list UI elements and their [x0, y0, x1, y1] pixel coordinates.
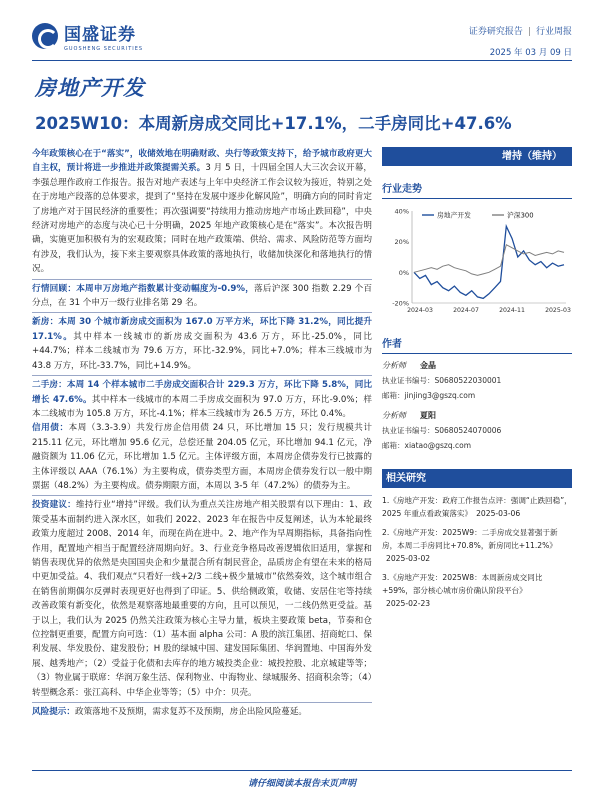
market-label: 行情回顾：本周申万房地产指数累计变动幅度为-0.9%，	[32, 283, 255, 294]
risk-text: 政策落地不及预期，需求复苏不及预期，房企出险风险蔓延。	[74, 707, 308, 718]
body-paragraph-credit-bonds	[32, 421, 372, 493]
report-headline: 2025W10：本周新房成交同比+17.1%，二手房同比+47.6%	[35, 114, 512, 133]
risk-label: 风险提示：	[32, 707, 75, 718]
footer-divider	[32, 770, 572, 771]
trend-chart	[382, 203, 572, 321]
analyst-1	[382, 360, 572, 371]
related-item-3[interactable]: 3.《房地产开发：2025W8：本周新房成交同比+59%，部分核心城市房价确认阶段平台》2025-02-23	[382, 573, 543, 608]
x-tick-label: 2025-03	[545, 307, 571, 314]
legend-label-1: 房地产开发	[437, 211, 471, 220]
credit-bonds-text: 本周（3.3-3.9）共发行房企信用债 24 只，环比增加 15 只；发行规模共计 215.11 亿元，环比增加 95.6 亿元，总偿还量 204.05 亿元，环比增加 94.1 亿元，净融资额为 11.06 亿元，环比增加 1.5 亿元。主体评级方面，本周房企债券发行已披露的主体评级以 AAA（76.1%）为主要构成，债券类型方面，本周房企债券发行以一般中期票据（48.2%）为主要构成。债券期限方面，本周以 3-5 年（47.2%）的债券为主。	[32, 423, 372, 491]
report-type: 证券研究报告	[468, 27, 523, 37]
policy-lead: 今年政策核心在于“落实”，收储效地在明确财政、央行等政策支持下，给予城市政府更大自主权，预计将进一步推进并政策提需关系。	[32, 149, 372, 174]
page-footer: 请仔细阅读本报告末页声明	[247, 779, 356, 789]
x-tick-label: 2024-03	[407, 307, 433, 314]
trend-title: 行业走势	[382, 184, 422, 195]
report-date: 2025 年 03 月 09 日	[489, 48, 572, 58]
y-tick-label: 40%	[394, 207, 409, 216]
credit-bonds-label: 信用债：	[32, 423, 69, 434]
investment-label: 投资建议：	[32, 500, 76, 511]
trend-chart-svg	[382, 203, 572, 321]
body-paragraph-new-homes	[32, 315, 372, 373]
page-header	[32, 14, 572, 60]
body-paragraph-second-hand	[32, 378, 372, 421]
legend-label-2: 沪深300	[507, 211, 534, 220]
new-homes-label: 新房：本周 30 个城市新房成交面积为 167.0 万平方米，环比下降 31.2%，同比提升 17.1%。	[32, 317, 372, 342]
logo-text-cn: 国盛证券	[64, 25, 136, 45]
body-paragraph-market	[32, 282, 372, 311]
analyst-2	[382, 410, 572, 421]
analyst-1-name: 金晶	[420, 361, 436, 370]
x-tick-label: 2024-07	[453, 307, 479, 314]
second-hand-label: 二手房：本周 14 个样本城市二手房成交面积合计 229.3 万方，环比下降 5.8%，同比增长 47.6%。	[32, 380, 372, 405]
investment-text: 维持行业“增持”评级。我们认为重点关注房地产相关股票有以下理由：1、政策受基本面制约进入深水区，如我们 2022、2023 年在报告中反复阐述，认为本轮最终政策力度超过 2008、2014 年，而现在尚在进中。2、地产作为早周期指标，具备指向性作用，配置地产相当于配置经济周期向好。3、行业竞争格局改善逻辑依旧适用，掌握和销售表现优异的依然是央国国央企和少量混合所有制民营企，品质房企有望在未来的格局中更加受益。4、我们观点“只看好一线+2/3 二线+极少量城市”依然奏效，这个城市组合在销售前期偶尔反弹时表现更好也得到了印证。5、供给侧政策，收储、安居住宅等持续改善政策有新变化，依然是观察落地最重要的方向，且可以预见，一二线仍然更受益。基于以上，我们认为 2025 仍然关注政策为核心主导力量，板块主要政策 beta，节奏和仓位控制更重要，配置方向可选：（1）基本面 alpha 公司：A 股的滨江集团、招商蛇口、保利发展、华发股份、建发股份；H 股的绿城中国、建发国际集团、华润置地、中国海外发展、越秀地产；（2）受益于化债和去库存的地方城投类企业：城投控股、北京城建等等；（3）物业属于联席：华润万象生活、保利物业、中海物业、绿城服务、招商积余等；（4）转型概念系：张江高科、中华企业等等；（5）中介：贝壳。	[32, 500, 372, 698]
report-meta: 证券研究报告 | 行业周报 2025 年 03 月 09 日	[468, 27, 572, 58]
related-item-2[interactable]: 2.《房地产开发：2025W9：二手房成交显著强于新房，本周二手房同比+70.8%，新房同比+11.2%》2025-03-02	[382, 528, 558, 563]
company-logo	[32, 20, 143, 52]
second-hand-text: 其中样本一线城市的本周二手房成交面积为 97.0 万方，环比-9.0%；样本二线城市为 105.8 万方，环比-4.1%；样本三线城市为 26.5 万方，环比 0.4%。	[32, 394, 372, 419]
y-tick-label: -20%	[392, 299, 409, 308]
analyst-1-email[interactable]: 邮箱：jinjing3@gszq.com	[382, 391, 476, 400]
industry-title: 房地产开发	[35, 76, 145, 100]
analyst-2-name: 夏阳	[420, 411, 436, 420]
header-divider	[32, 60, 572, 61]
policy-text: 3 月 5 日，十四届全国人大三次会议开幕，李强总理作政府工作报告。报告对地产表述与上年中央经济工作会议较为接近，特别之处在于房地产段落的总体要求，提到了“坚持在发展中逐步化解风险”，明确方向的同时肯定了房地产对于国民经济的重要性；再次强调要“持续用力推动房地产市场止跌回稳”，中央经济对房地产的态度与决心已十分明确，2025 年地产政策核心是在“落实”。本次报告明确，实施更加积极有为的宏观政策；同时在地产政策端、供给、需求、风险防范等方面均有涉及，我们认为，接下来主要观察具体政策的落地执行，收储加快深化和落地执行的情况。	[32, 163, 372, 275]
series-line-2	[414, 245, 564, 276]
body-paragraph-policy	[32, 147, 372, 277]
analyst-2-label: 分析师	[382, 411, 406, 420]
rating-badge: 增持（维持）	[382, 147, 572, 166]
related-research-title: 相关研究	[382, 469, 572, 488]
y-tick-label: 20%	[394, 238, 409, 247]
report-body	[32, 147, 372, 719]
x-tick-label: 2024-11	[499, 307, 525, 314]
y-tick-label: 0%	[398, 268, 409, 277]
analyst-1-label: 分析师	[382, 361, 406, 370]
analyst-1-cert: 执业证书编号：S0680522030001	[382, 376, 502, 385]
series-line-1	[414, 226, 564, 298]
market-text: 落后沪深 300 指数 2.29 个百分点，在 31 个申万一级行业排名第 29 名。	[32, 283, 372, 309]
logo-mark-icon	[32, 23, 58, 49]
sidebar	[382, 147, 572, 610]
body-paragraph-risk	[32, 705, 372, 719]
authors-title: 作者	[382, 339, 402, 350]
body-paragraph-investment	[32, 498, 372, 700]
analyst-2-cert: 执业证书编号：S0680524070006	[382, 426, 502, 435]
related-item-1[interactable]: 1.《房地产开发：政府工作报告点评：强调“止跌回稳”，2025 年重点看政策落实》 2025-03-06	[382, 496, 572, 518]
analyst-2-email[interactable]: 邮箱：xiatao@gszq.com	[382, 441, 472, 450]
report-category: 行业周报	[535, 27, 572, 37]
logo-text-en: GUOSHENG SECURITIES	[64, 46, 144, 52]
new-homes-text: 其中样本一线城市的新房成交面积为 43.6 万方，环比-25.0%，同比+44.7%；样本二线城市为 79.6 万方，环比-32.9%，同比+7.0%；样本三线城市为 43.8 万方，环比-33.7%，同比+14.9%。	[32, 331, 372, 371]
